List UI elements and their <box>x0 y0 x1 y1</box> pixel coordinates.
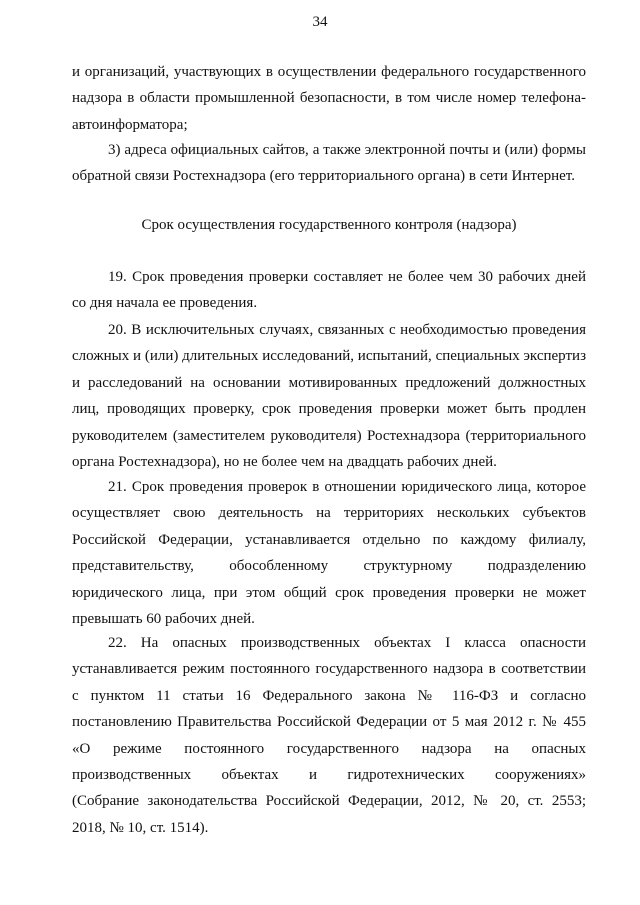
item-3-paragraph <box>72 137 586 190</box>
paragraph-20-line: лиц, проводящих проверку, срок проведения проверки может быть продлен <box>72 401 586 418</box>
item-3-line: обратной связи Ростехнадзора (его территориального органа) в сети Интернет. <box>72 168 575 185</box>
paragraph-21-line: осуществляет свою деятельность на территориях нескольких субъектов <box>72 505 586 522</box>
section-heading: Срок осуществления государственного контроля (надзора) <box>141 217 517 233</box>
paragraph-20-line: руководителем (заместителем руководителя) Ростехнадзора (территориального <box>72 427 586 444</box>
paragraph-19 <box>72 264 586 317</box>
paragraph-21-line: 21. Срок проведения проверок в отношении юридического лица, которое <box>108 479 586 495</box>
paragraph-21-line: представительству, обособленному структурному подразделению <box>72 558 586 575</box>
paragraph-21-line: Российской Федерации, устанавливается отдельно по каждому филиалу, <box>72 531 586 548</box>
paragraph-22-line: 22. На опасных производственных объектах I класса опасности <box>108 635 586 651</box>
paragraph-22-line: 2018, № 10, ст. 1514). <box>72 819 209 836</box>
paragraph-22-line: (Собрание законодательства Российской Федерации, 2012, № 20, ст. 2553; <box>72 793 586 810</box>
paragraph-22-line: «О режиме постоянного государственного надзора на опасных <box>72 740 586 757</box>
paragraph-21 <box>72 474 586 632</box>
paragraph-22-line: с пунктом 11 статьи 16 Федерального закона № 116-ФЗ и согласно <box>72 687 586 704</box>
intro-line: надзора в области промышленной безопасности, в том числе номер телефона- <box>72 90 586 107</box>
paragraph-19-line: со дня начала ее проведения. <box>72 295 258 312</box>
paragraph-20 <box>72 317 586 475</box>
page-number: 34 <box>312 14 328 30</box>
paragraph-20-line: органа Ростехнадзора), но не более чем на двадцать рабочих дней. <box>72 454 497 471</box>
paragraph-20-line: сложных и (или) длительных исследований, испытаний, специальных экспертиз <box>72 348 586 365</box>
intro-line: автоинформатора; <box>72 116 188 133</box>
intro-paragraph <box>72 59 586 138</box>
paragraph-22-line: производственных объектах и гидротехнических сооружениях» <box>72 767 586 784</box>
intro-line: и организаций, участвующих в осуществлении федерального государственного <box>72 64 586 80</box>
paragraph-22-line: постановлению Правительства Российской Федерации от 5 мая 2012 г. № 455 <box>72 714 586 731</box>
paragraph-20-line: 20. В исключительных случаях, связанных с необходимостью проведения <box>108 322 586 338</box>
paragraph-22-line: устанавливается режим постоянного государственного надзора в соответствии <box>72 661 586 678</box>
paragraph-19-line: 19. Срок проведения проверки составляет не более чем 30 рабочих дней <box>108 269 586 285</box>
paragraph-20-line: и расследований на основании мотивированных предложений должностных <box>72 374 586 391</box>
paragraph-21-line: превышать 60 рабочих дней. <box>72 611 255 628</box>
paragraph-22 <box>72 630 586 841</box>
item-3-line: 3) адреса официальных сайтов, а также электронной почты и (или) формы <box>108 142 586 158</box>
paragraph-21-line: юридического лица, при этом общий срок проведения проверки не может <box>72 584 586 601</box>
